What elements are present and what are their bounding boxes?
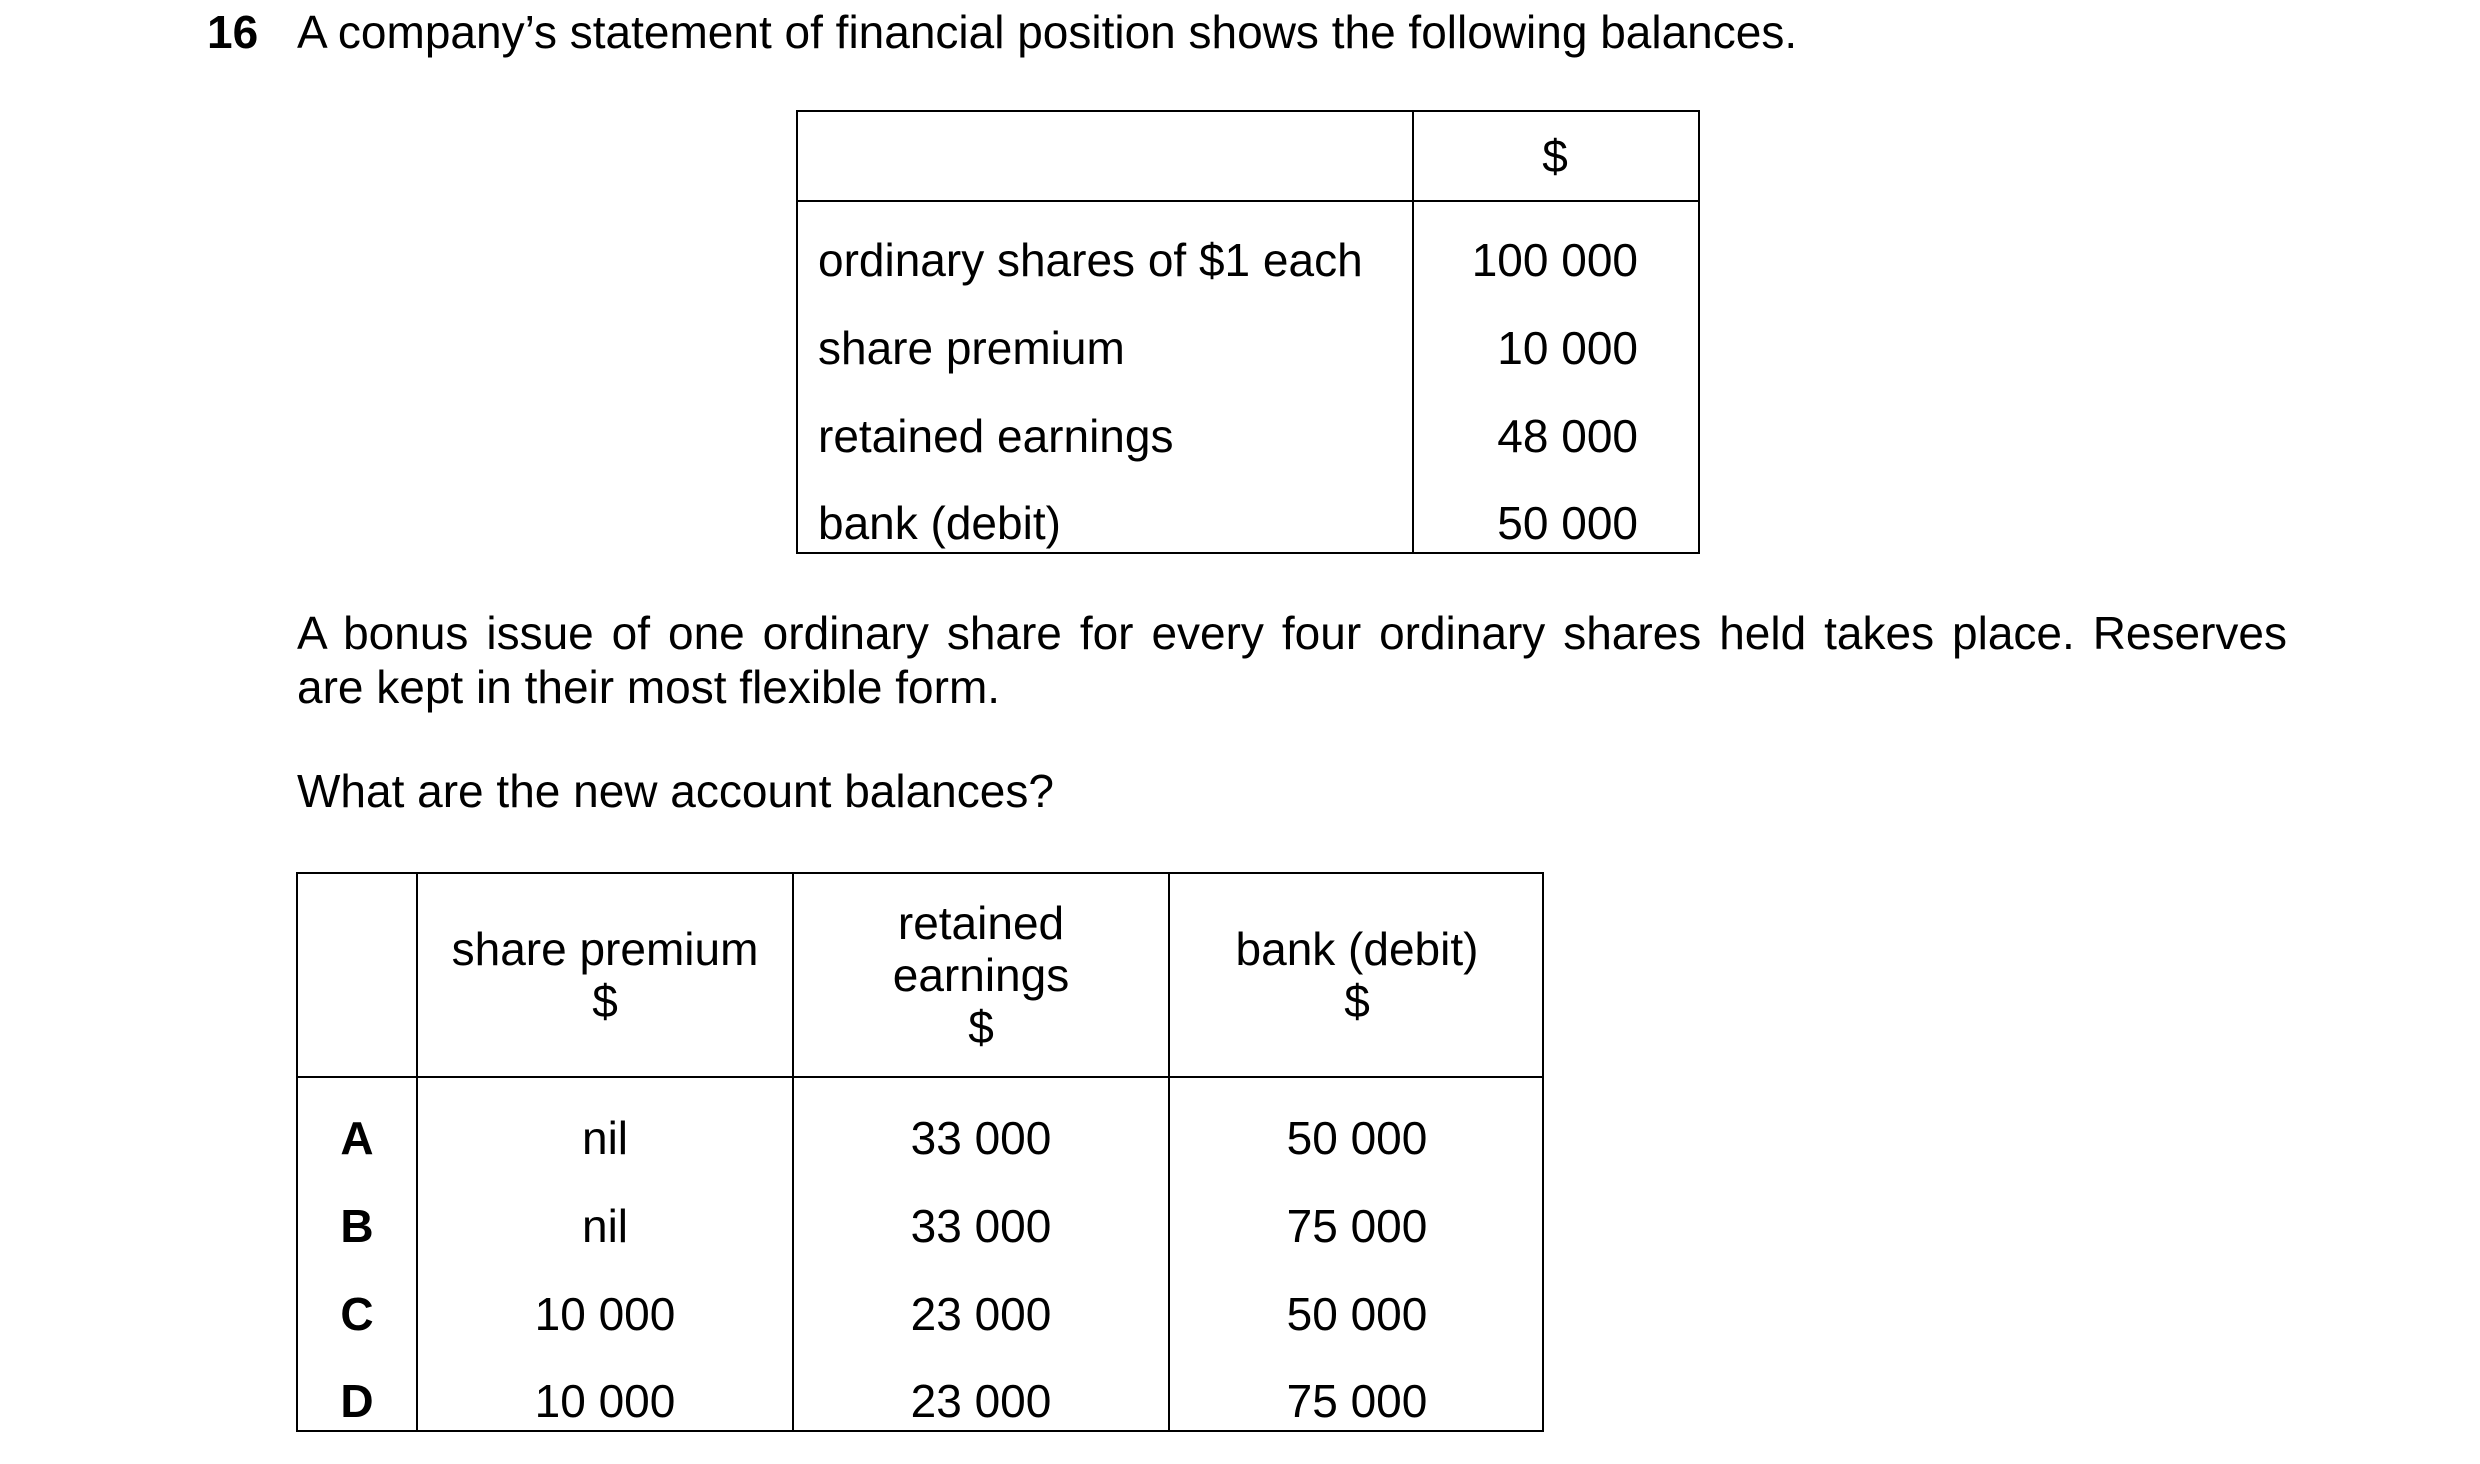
option-letter[interactable]: A [340, 1112, 374, 1164]
option-retained-earnings: 23 000 [910, 1375, 1052, 1427]
header-line: $ [1344, 975, 1370, 1027]
option-share-premium: nil [581, 1200, 629, 1252]
balances-row-label: ordinary shares of $1 each [818, 234, 1363, 286]
option-letter[interactable]: C [340, 1288, 374, 1340]
option-retained-earnings: 33 000 [910, 1112, 1052, 1164]
header-line: earnings [892, 949, 1070, 1001]
balances-row-value: 100 000 [1471, 234, 1638, 286]
header-retained-earnings [794, 874, 1168, 1076]
question-text: A company’s statement of financial position shows the following balances. [297, 6, 1798, 58]
options-table [296, 872, 1544, 1432]
header-line: retained [897, 897, 1065, 949]
balances-row [798, 320, 1698, 408]
option-letter[interactable]: B [340, 1200, 374, 1252]
option-retained-earnings: 33 000 [910, 1200, 1052, 1252]
balances-row [798, 408, 1698, 496]
balances-row-value: 48 000 [1497, 410, 1638, 462]
option-bank: 75 000 [1286, 1200, 1428, 1252]
balances-row-label: retained earnings [818, 410, 1174, 462]
header-line: $ [968, 1001, 994, 1053]
balances-row [798, 232, 1698, 320]
balances-row [798, 495, 1698, 583]
option-bank: 75 000 [1286, 1375, 1428, 1427]
balances-header-divider [798, 200, 1698, 202]
header-bank [1170, 874, 1544, 1076]
balances-table [796, 110, 1700, 554]
option-share-premium: 10 000 [534, 1375, 676, 1427]
option-share-premium: nil [581, 1112, 629, 1164]
balances-row-value: 10 000 [1497, 322, 1638, 374]
option-share-premium: 10 000 [534, 1288, 676, 1340]
question-number: 16 [207, 6, 259, 58]
balances-row-label: bank (debit) [818, 497, 1061, 549]
question-prompt: What are the new account balances? [297, 765, 1054, 817]
option-bank: 50 000 [1286, 1288, 1428, 1340]
option-bank: 50 000 [1286, 1112, 1428, 1164]
header-line: bank (debit) [1235, 923, 1479, 975]
balances-row-value: 50 000 [1497, 497, 1638, 549]
bonus-issue-paragraph: A bonus issue of one ordinary share for every four ordinary shares held takes place. Reserves are kept in their most flexible form. [297, 607, 2287, 713]
header-line: $ [592, 975, 618, 1027]
balances-row-label: share premium [818, 322, 1125, 374]
header-line: share premium [451, 923, 759, 975]
options-header-divider [298, 1076, 1542, 1078]
option-retained-earnings: 23 000 [910, 1288, 1052, 1340]
header-share-premium [418, 874, 792, 1076]
balances-unit-header: $ [1542, 130, 1568, 182]
option-letter[interactable]: D [340, 1375, 374, 1427]
